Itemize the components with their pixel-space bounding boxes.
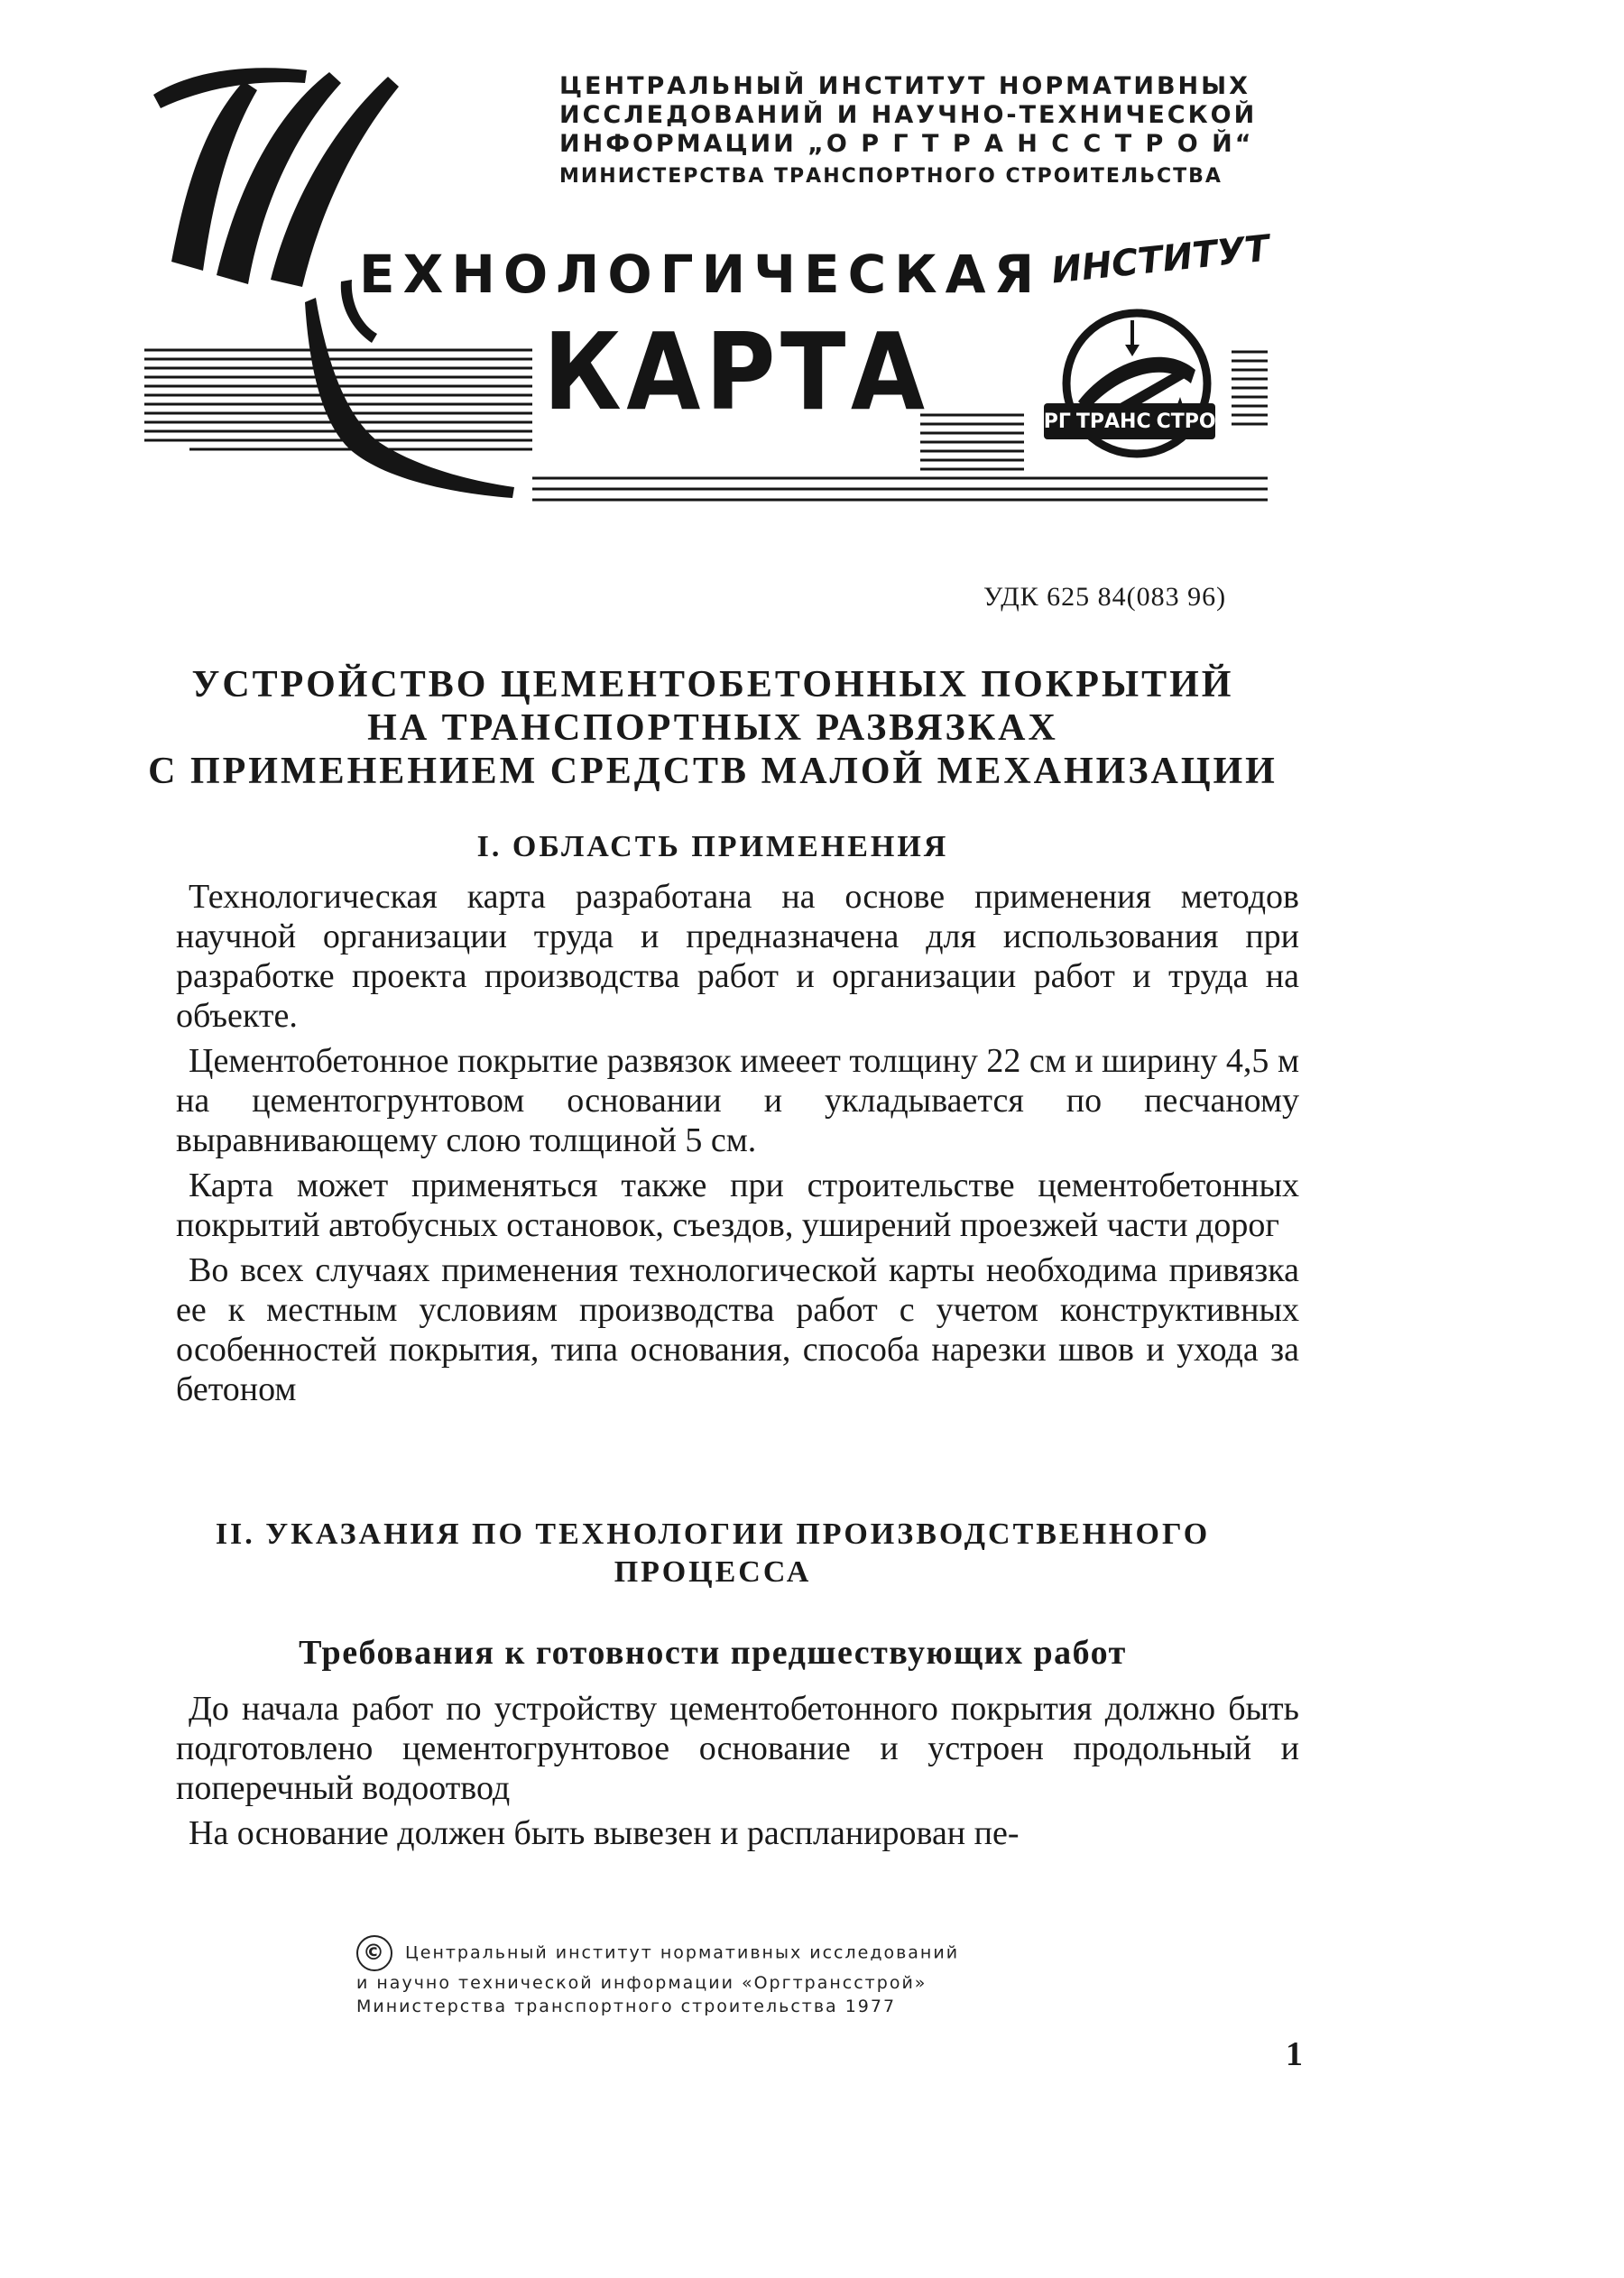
section-1-heading: I. ОБЛАСТЬ ПРИМЕНЕНИЯ: [476, 830, 949, 863]
logo-badge-part-2: ТРАНС: [1075, 410, 1151, 433]
ministry-line: МИНИСТЕРСТВА ТРАНСПОРТНОГО СТРОИТЕЛЬСТВА: [559, 165, 1223, 188]
section-1-body: [176, 877, 1299, 1409]
section-1-paragraph-3: Карта может применяться также при строительстве цементобетонных покрытий автобусных остановок, съездов, уширений проезжей части дорог: [176, 1167, 1299, 1244]
section-1-paragraph-4: Во всех случаях применения технологической карты необходима привязка ее к местным условиям производства работ с учетом конструктивных особенностей покрытия, типа основания, способа нарезки швов и ухода за бетоном: [176, 1251, 1299, 1408]
title-line-2: НА ТРАНСПОРТНЫХ РАЗВЯЗКАХ: [367, 707, 1058, 749]
section-2-body: [176, 1689, 1299, 1853]
page-number: 1: [1286, 2035, 1303, 2073]
title-word-tekhnologicheskaya: ЕХНОЛОГИЧЕСКАЯ: [359, 244, 1043, 305]
section-2-paragraph-2: На основание должен быть вывезен и распланирован пе-: [189, 1814, 1020, 1852]
logo-badge-part-1: ОРГ: [1027, 410, 1071, 433]
section-2-heading-line-2: ПРОЦЕССА: [614, 1555, 812, 1589]
institute-name: [559, 72, 1281, 191]
header-bottom-rules: [532, 478, 1268, 500]
section-2-heading: [117, 1516, 1308, 1591]
section-2-paragraph-1: До начала работ по устройству цементобетонного покрытия должно быть подготовлено цементогрунтовое основание и устроен продольный и поперечный водоотвод: [176, 1690, 1299, 1807]
logo-institute-label: ИНСТИТУТ: [1049, 227, 1272, 292]
copyright-line-3: Министерства транспортного строительства 1977: [356, 1997, 897, 2016]
title-line-3: С ПРИМЕНЕНИЕМ СРЕДСТВ МАЛОЙ МЕХАНИЗАЦИИ: [148, 751, 1278, 792]
copyright-symbol-icon: ©: [356, 1935, 392, 1971]
section-2-subheading: Требования к готовности предшествующих работ: [299, 1634, 1127, 1672]
logo-badge: [1027, 403, 1232, 439]
hatch-lines-middle: [920, 415, 1024, 469]
logo-badge-part-3: СТРОЙ: [1156, 410, 1232, 433]
section-1-paragraph-2: Цементобетонное покрытие развязок имееет толщину 22 см и ширину 4,5 м на цементогрунтовом основании и укладывается по песчаному выравнивающему слою толщиной 5 см.: [176, 1042, 1299, 1159]
document-title: [117, 663, 1308, 793]
institute-line-1: ЦЕНТРАЛЬНЫЙ ИНСТИТУТ НОРМАТИВНЫХ: [559, 72, 1250, 100]
udk-code: УДК 625 84(083 96): [983, 582, 1227, 612]
institute-line-3: ИНФОРМАЦИИ „О Р Г Т Р А Н С С Т Р О Й“: [559, 130, 1254, 158]
title-word-karta: КАРТА: [543, 309, 930, 434]
copyright-notice: [356, 1935, 959, 2018]
title-line-1: УСТРОЙСТВО ЦЕМЕНТОБЕТОННЫХ ПОКРЫТИЙ: [191, 664, 1234, 706]
copyright-line-2: и научно технической информации «Оргтрансстрой»: [356, 1973, 927, 1993]
section-1-paragraph-1: Технологическая карта разработана на основе применения методов научной организации труда и предназначена для использования при разработке проекта производства работ и организации работ и труда на объекте.: [176, 878, 1299, 1035]
copyright-line-1: Центральный институт нормативных исследований: [405, 1942, 960, 1963]
hatch-lines-right: [1232, 352, 1268, 424]
institute-line-2: ИССЛЕДОВАНИЙ И НАУЧНО-ТЕХНИЧЕСКОЙ: [559, 101, 1258, 129]
section-2-heading-line-1: II. УКАЗАНИЯ ПО ТЕХНОЛОГИИ ПРОИЗВОДСТВЕННОГО: [215, 1517, 1211, 1551]
